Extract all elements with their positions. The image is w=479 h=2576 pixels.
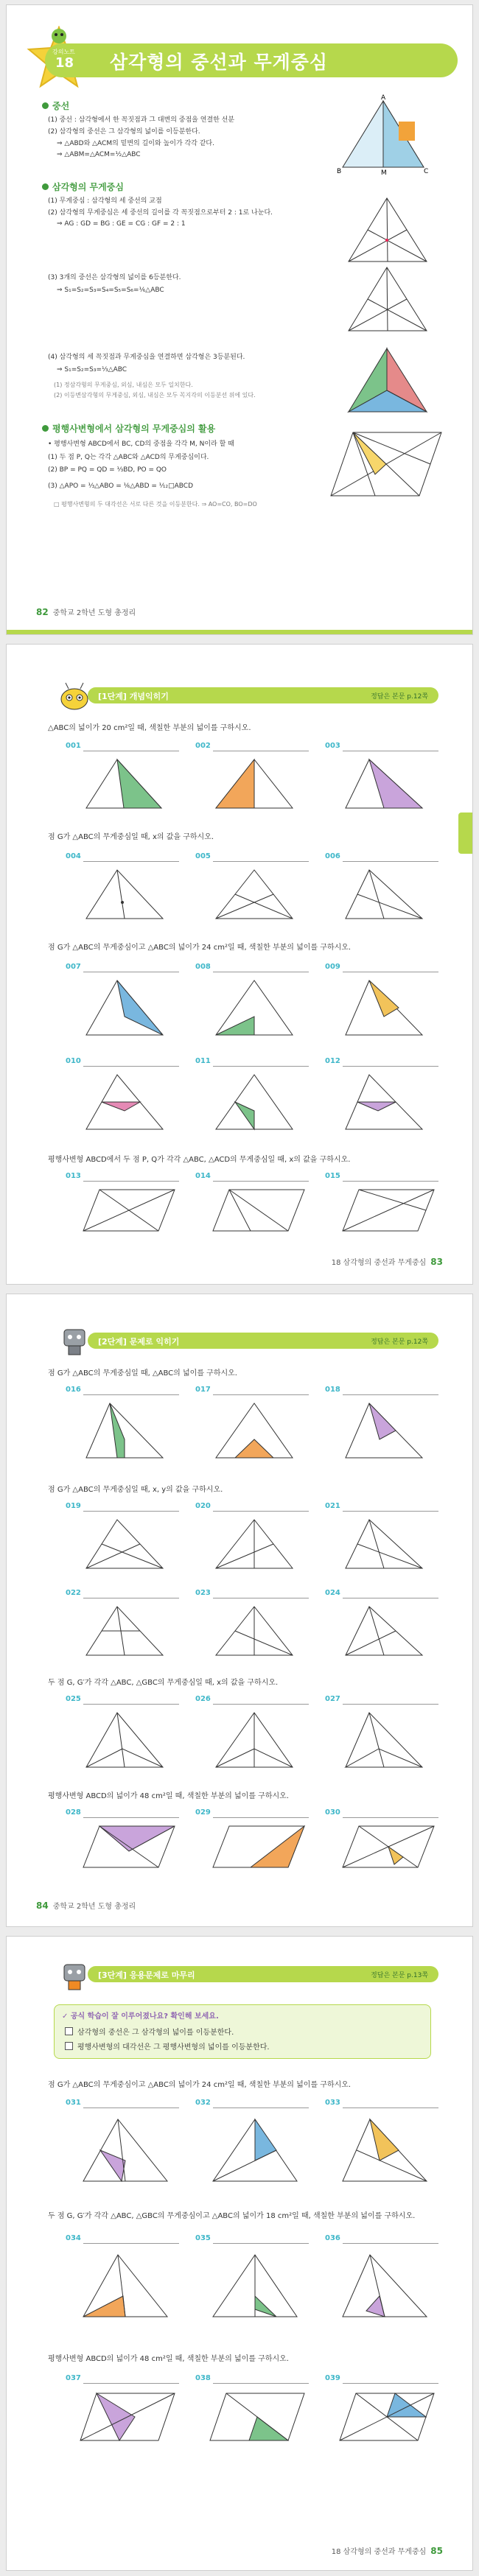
triangle-figure	[80, 1399, 169, 1465]
question-number: 039	[325, 2374, 340, 2382]
svg-text:A: A	[381, 94, 386, 102]
triangle-figure	[80, 1515, 169, 1574]
triangle-figure	[210, 1708, 298, 1775]
question-number: 033	[325, 2099, 340, 2107]
triangle-figure	[340, 1399, 428, 1465]
question-number: 017	[195, 1386, 211, 1394]
question-number: 021	[325, 1502, 340, 1510]
checkbox-icon[interactable]	[65, 2042, 73, 2050]
page-title: 삼각형의 중선과 무게중심	[110, 52, 329, 73]
concept-page	[6, 4, 473, 635]
instruction: 평행사변형 ABCD에서 두 점 P, Q가 각각 △ABC, △ACD의 무게중심일 때, x의 값을 구하시오.	[48, 1156, 351, 1164]
question-number: 031	[66, 2099, 81, 2107]
side-tab	[458, 813, 473, 854]
robot-mascot-icon	[58, 1959, 91, 1991]
parallelogram-figure	[77, 1185, 181, 1237]
page-number: 82 중학교 2학년 도형 총정리	[36, 607, 136, 617]
question-number: 003	[325, 742, 340, 750]
checklist-heading: ✓ 공식 학습이 잘 이루어졌나요? 확인해 보세요.	[62, 2012, 219, 2021]
question-number: 015	[325, 1172, 340, 1180]
triangle-figure	[210, 1515, 298, 1574]
answer-line[interactable]	[213, 1181, 309, 1182]
triangle-figure	[340, 1602, 428, 1661]
triangle-figure	[340, 1515, 428, 1574]
question-number: 013	[66, 1172, 81, 1180]
centroid-triangle-figure	[343, 194, 431, 267]
question-number: 022	[66, 1589, 81, 1597]
triangle-figure	[210, 1399, 298, 1465]
question-number: 009	[325, 963, 340, 971]
text-line: ⇒ △ABM=△ACM=½△ABC	[57, 151, 141, 158]
parallelogram-figure	[207, 1185, 310, 1237]
text-line: ⇒ △ABD와 △ACM의 밑변의 길이와 높이가 각각 같다.	[57, 140, 214, 147]
question-number: 027	[325, 1695, 340, 1703]
answer-line[interactable]	[343, 1181, 438, 1182]
instruction: 평행사변형 ABCD의 넓이가 48 cm²일 때, 색칠한 부분의 넓이를 구하시오.	[48, 2355, 289, 2363]
text-line: (1) 두 점 P, Q는 각각 △ABC와 △ACD의 무게중심이다.	[48, 454, 209, 461]
answer-line[interactable]	[343, 1817, 438, 1818]
triangle-figure	[340, 755, 428, 814]
question-number: 034	[66, 2234, 81, 2242]
triangle-figure	[340, 1070, 428, 1137]
answer-line[interactable]	[343, 1394, 438, 1395]
answer-line[interactable]	[83, 1066, 179, 1067]
text-line: • 평행사변형 ABCD에서 BC, CD의 중점을 각각 M, N이라 할 때	[48, 441, 234, 448]
question-number: 005	[195, 852, 211, 860]
answer-line[interactable]	[343, 1066, 438, 1067]
answer-line[interactable]	[213, 1704, 309, 1705]
exercise-page-step2	[6, 1294, 473, 1927]
instruction: 두 점 G, G′가 각각 △ABC, △GBC의 무게중심일 때, x의 값을 구하시오.	[48, 1679, 279, 1687]
question-number: 037	[66, 2374, 81, 2382]
note-line: □ 평행사변형의 두 대각선은 서로 다른 것을 이등분한다. ⇒ AO=CO, BO=DO	[54, 501, 257, 508]
answer-line[interactable]	[213, 2383, 309, 2384]
question-number: 014	[195, 1172, 211, 1180]
text-line: ⇒ S₁=S₂=S₃=S₄=S₅=S₆=⅙△ABC	[57, 287, 164, 294]
parallelogram-figure	[324, 425, 449, 506]
triangle-figure	[80, 1602, 169, 1661]
question-number: 002	[195, 742, 211, 750]
step-header: [2단계] 문제로 익히기 정답은 본문 p.12쪽	[88, 1333, 438, 1349]
question-number: 018	[325, 1386, 340, 1394]
page-number: 18 삼각형의 중선과 무게중심 83	[331, 1257, 443, 1267]
question-number: 011	[195, 1057, 211, 1065]
step-header: [1단계] 개념익히기 정답은 본문 p.12쪽	[88, 687, 438, 703]
triangle-figure	[207, 2115, 303, 2189]
question-number: 030	[325, 1808, 340, 1817]
parallelogram-figure	[207, 1822, 310, 1873]
instruction: 점 G가 △ABC의 무게중심일 때, △ABC의 넓이를 구하시오.	[48, 1369, 237, 1378]
question-number: 012	[325, 1057, 340, 1065]
answer-line[interactable]	[213, 2243, 309, 2244]
svg-text:M: M	[381, 169, 387, 175]
question-number: 036	[325, 2234, 340, 2242]
triangle-figure	[337, 2115, 433, 2189]
parallelogram-figure	[334, 2389, 440, 2448]
question-number: 020	[195, 1502, 211, 1510]
answer-line[interactable]	[213, 1066, 309, 1067]
triangle-figure	[210, 866, 298, 924]
page-footer-bar	[7, 630, 472, 634]
exercise-page-step1	[6, 644, 473, 1285]
checklist-item[interactable]: 평행사변형의 대각선은 그 평행사변형의 넓이를 이등분한다.	[65, 2040, 270, 2052]
answer-line[interactable]	[343, 2243, 438, 2244]
answer-line[interactable]	[213, 861, 309, 862]
answer-line[interactable]	[83, 1181, 179, 1182]
question-number: 016	[66, 1386, 81, 1394]
checkbox-icon[interactable]	[65, 2027, 73, 2035]
triangle-figure	[210, 1070, 298, 1137]
mascot-icon	[58, 680, 91, 712]
triangle-figure	[340, 1708, 428, 1775]
text-line: (3) 3개의 중선은 삼각형의 넓이를 6등분한다.	[48, 274, 181, 281]
triangle-figure	[80, 1708, 169, 1775]
question-number: 010	[66, 1057, 81, 1065]
instruction: 점 G가 △ABC의 무게중심일 때, x, y의 값을 구하시오.	[48, 1486, 223, 1494]
note-line: (2) 이등변삼각형의 무게중심, 외심, 내심은 모두 꼭지각의 이등분선 위에 있다.	[54, 392, 256, 399]
text-line: (2) 삼각형의 중선은 그 삼각형의 넓이를 이등분한다.	[48, 128, 200, 136]
question-number: 006	[325, 852, 340, 860]
answer-line[interactable]	[83, 1394, 179, 1395]
instruction: 평행사변형 ABCD의 넓이가 48 cm²일 때, 색칠한 부분의 넓이를 구하시오.	[48, 1792, 289, 1800]
instruction: 두 점 G, G′가 각각 △ABC, △GBC의 무게중심이고 △ABC의 넓이가 18 cm²일 때, 색칠한 부분의 넓이를 구하시오.	[48, 2212, 416, 2220]
answer-line[interactable]	[343, 2383, 438, 2384]
section-heading-median: 중선	[42, 99, 69, 112]
instruction: △ABC의 넓이가 20 cm²일 때, 색칠한 부분의 넓이를 구하시오.	[48, 724, 251, 732]
text-line: ⇒ AG : GD = BG : GE = CG : GF = 2 : 1	[57, 220, 186, 228]
answer-line[interactable]	[83, 2383, 179, 2384]
question-number: 026	[195, 1695, 211, 1703]
triangle-figure	[77, 2115, 173, 2189]
answer-line[interactable]	[213, 1817, 309, 1818]
triangle-figure	[80, 755, 169, 814]
question-number: 025	[66, 1695, 81, 1703]
question-number: 028	[66, 1808, 81, 1817]
section-heading-centroid: 삼각형의 무게중심	[42, 180, 124, 193]
checklist-item[interactable]: 삼각형의 중선은 그 삼각형의 넓이를 이등분한다.	[65, 2026, 234, 2037]
triangle-figure	[210, 976, 298, 1042]
answer-line[interactable]	[213, 1394, 309, 1395]
instruction: 점 G가 △ABC의 무게중심일 때, x의 값을 구하시오.	[48, 833, 214, 841]
answer-line[interactable]	[213, 1511, 309, 1512]
answer-line[interactable]	[83, 861, 179, 862]
checklist-box	[54, 2004, 431, 2059]
question-number: 038	[195, 2374, 211, 2382]
page-number: 18 삼각형의 중선과 무게중심 85	[331, 2546, 443, 2556]
parallelogram-figure	[204, 2389, 310, 2448]
robot-mascot-icon	[58, 1324, 91, 1356]
answer-line[interactable]	[83, 1704, 179, 1705]
section-heading-parallelogram: 평행사변형에서 삼각형의 무게중심의 활용	[42, 422, 215, 435]
triangle-figure	[210, 755, 298, 814]
triangle-figure	[80, 866, 169, 924]
question-number: 023	[195, 1589, 211, 1597]
question-number: 004	[66, 852, 81, 860]
text-line: (2) BP = PQ = QD = ⅓BD, PO = QO	[48, 466, 167, 474]
six-parts-figure	[343, 263, 431, 337]
instruction: 점 G가 △ABC의 무게중심이고 △ABC의 넓이가 24 cm²일 때, 색칠한 부분의 넓이를 구하시오.	[48, 944, 352, 952]
answer-line[interactable]	[83, 1511, 179, 1512]
answer-line[interactable]	[343, 1704, 438, 1705]
parallelogram-figure	[337, 1185, 440, 1237]
triangle-figure	[210, 1602, 298, 1661]
question-number: 029	[195, 1808, 211, 1817]
question-number: 007	[66, 963, 81, 971]
parallelogram-figure	[77, 1822, 181, 1873]
triangle-figure	[340, 976, 428, 1042]
median-triangle-figure	[335, 94, 431, 175]
answer-line[interactable]	[343, 1511, 438, 1512]
text-line: (1) 중선 : 삼각형에서 한 꼭짓점과 그 대변의 중점을 연결한 선분	[48, 116, 235, 124]
triangle-figure	[207, 2250, 303, 2324]
question-number: 032	[195, 2099, 211, 2107]
parallelogram-figure	[74, 2389, 181, 2448]
note-line: (1) 정삼각형의 무게중심, 외심, 내심은 모두 일치한다.	[54, 382, 193, 388]
answer-line[interactable]	[83, 1817, 179, 1818]
question-number: 024	[325, 1589, 340, 1597]
triangle-figure	[80, 976, 169, 1042]
answer-line[interactable]	[83, 2243, 179, 2244]
instruction: 점 G가 △ABC의 무게중심이고 △ABC의 넓이가 24 cm²일 때, 색칠한 부분의 넓이를 구하시오.	[48, 2081, 352, 2089]
lesson-number: 18	[55, 55, 74, 71]
answer-line[interactable]	[343, 861, 438, 862]
text-line: (3) △APO = ⅓△ABO = ⅙△ABD = ⅟₁₂□ABCD	[48, 482, 194, 490]
question-number: 008	[195, 963, 211, 971]
svg-text:B: B	[337, 168, 342, 175]
triangle-figure	[337, 2250, 433, 2324]
question-number: 001	[66, 742, 81, 750]
text-line: (4) 삼각형의 세 꼭짓점과 무게중심을 연결하면 삼각형은 3등분된다.	[48, 354, 245, 361]
question-number: 019	[66, 1502, 81, 1510]
exercise-page-step3	[6, 1936, 473, 2571]
triangle-figure	[80, 1070, 169, 1137]
text-line: (1) 무게중심 : 삼각형의 세 중선의 교점	[48, 197, 162, 205]
triangle-figure	[77, 2250, 173, 2324]
svg-text:C: C	[424, 168, 429, 175]
question-number: 035	[195, 2234, 211, 2242]
text-line: (2) 삼각형의 무게중심은 세 중선의 길이를 각 꼭짓점으로부터 2 : 1로 나눈다.	[48, 209, 273, 217]
page-number: 84 중학교 2학년 도형 총정리	[36, 1901, 136, 1911]
three-parts-figure	[343, 344, 431, 418]
step-header: [3단계] 응용문제로 마무리 정답은 본문 p.13쪽	[88, 1966, 438, 1982]
lesson-word: 강의노트	[52, 49, 75, 55]
triangle-figure	[340, 866, 428, 924]
parallelogram-figure	[337, 1822, 440, 1873]
text-line: ⇒ S₁=S₂=S₃=⅓△ABC	[57, 366, 127, 373]
